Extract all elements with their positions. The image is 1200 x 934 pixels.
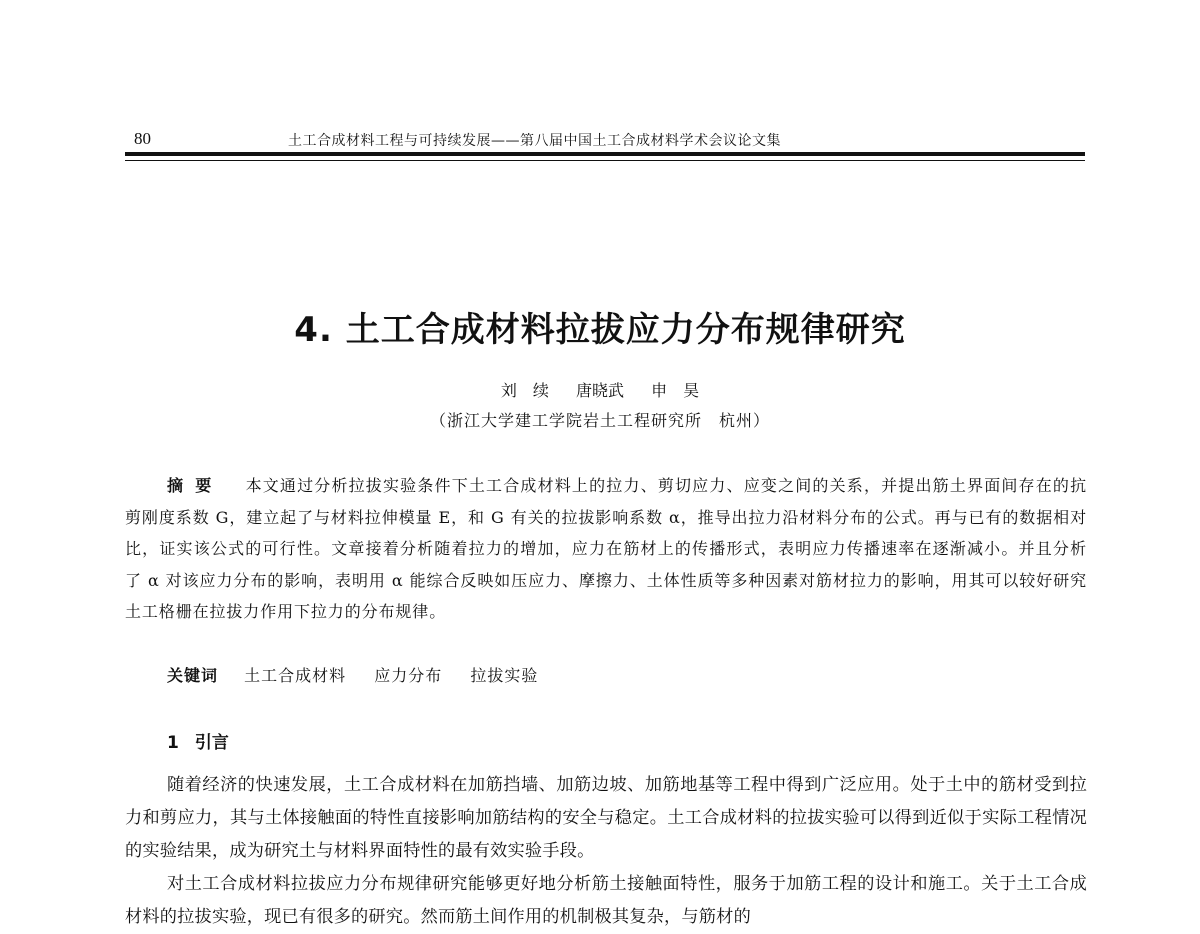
section-body xyxy=(125,769,1087,934)
article-title: 4. 土工合成材料拉拔应力分布规律研究 xyxy=(294,310,906,350)
body-paragraph: 对土工合成材料拉拔应力分布规律研究能够更好地分析筋土接触面特性，服务于加筋工程的设计和施工。关于土工合成材料的拉拔实验，现已有很多的研究。然而筋土间作用的机制极其复杂，与筋材的 xyxy=(125,874,1087,927)
header-rule-thick xyxy=(125,152,1085,156)
header-rule-thin xyxy=(125,160,1085,161)
body-paragraph: 随着经济的快速发展，土工合成材料在加筋挡墙、加筋边坡、加筋地基等工程中得到广泛应用。处于土中的筋材受到拉力和剪应力，其与土体接触面的特性直接影响加筋结构的安全与稳定。土工合成材料的拉拔实验可以得到近似于实际工程情况的实验结果，成为研究土与材料界面特性的最有效实验手段。 xyxy=(125,775,1087,861)
keywords xyxy=(167,663,1067,686)
section-heading xyxy=(167,728,229,753)
abstract-label: 摘要 xyxy=(167,476,224,495)
author-name: 刘 续 xyxy=(500,381,549,400)
abstract xyxy=(125,470,1087,628)
author-list xyxy=(0,378,1200,401)
keyword: 土工合成材料 xyxy=(244,666,347,685)
author-name: 申 昊 xyxy=(651,381,700,400)
keyword: 应力分布 xyxy=(374,666,443,685)
affiliation: （浙江大学建工学院岩土工程研究所 杭州） xyxy=(429,411,770,430)
abstract-text: 本文通过分析拉拔实验条件下土工合成材料上的拉力、剪切应力、应变之间的关系，并提出筋土界面间存在的抗剪刚度系数 G，建立起了与材料拉伸模量 E，和 G 有关的拉拔影响系数 α，推导出拉力沿材料分布的公式。再与已有的数据相对比，证实该公式的可行性。文章接着分析随着拉力的增加，应力在筋材上的传播形式，表明应力传播速率在逐渐减小。并且分析了 α 对该应力分布的影响，表明用 α 能综合反映如压应力、摩擦力、土体性质等多种因素对筋材拉力的影响，用其可以较好研究土工格栅在拉拔力作用下拉力的分布规律。 xyxy=(125,476,1087,621)
keyword: 拉拔实验 xyxy=(470,666,539,685)
keywords-label: 关键词 xyxy=(167,666,219,685)
section-number: 1 xyxy=(167,733,179,753)
running-header-title: 土工合成材料工程与可持续发展——第八届中国土工合成材料学术会议论文集 xyxy=(288,133,781,149)
page-number: 80 xyxy=(134,129,151,148)
author-name: 唐晓武 xyxy=(575,381,624,400)
section-title: 引言 xyxy=(194,733,229,753)
